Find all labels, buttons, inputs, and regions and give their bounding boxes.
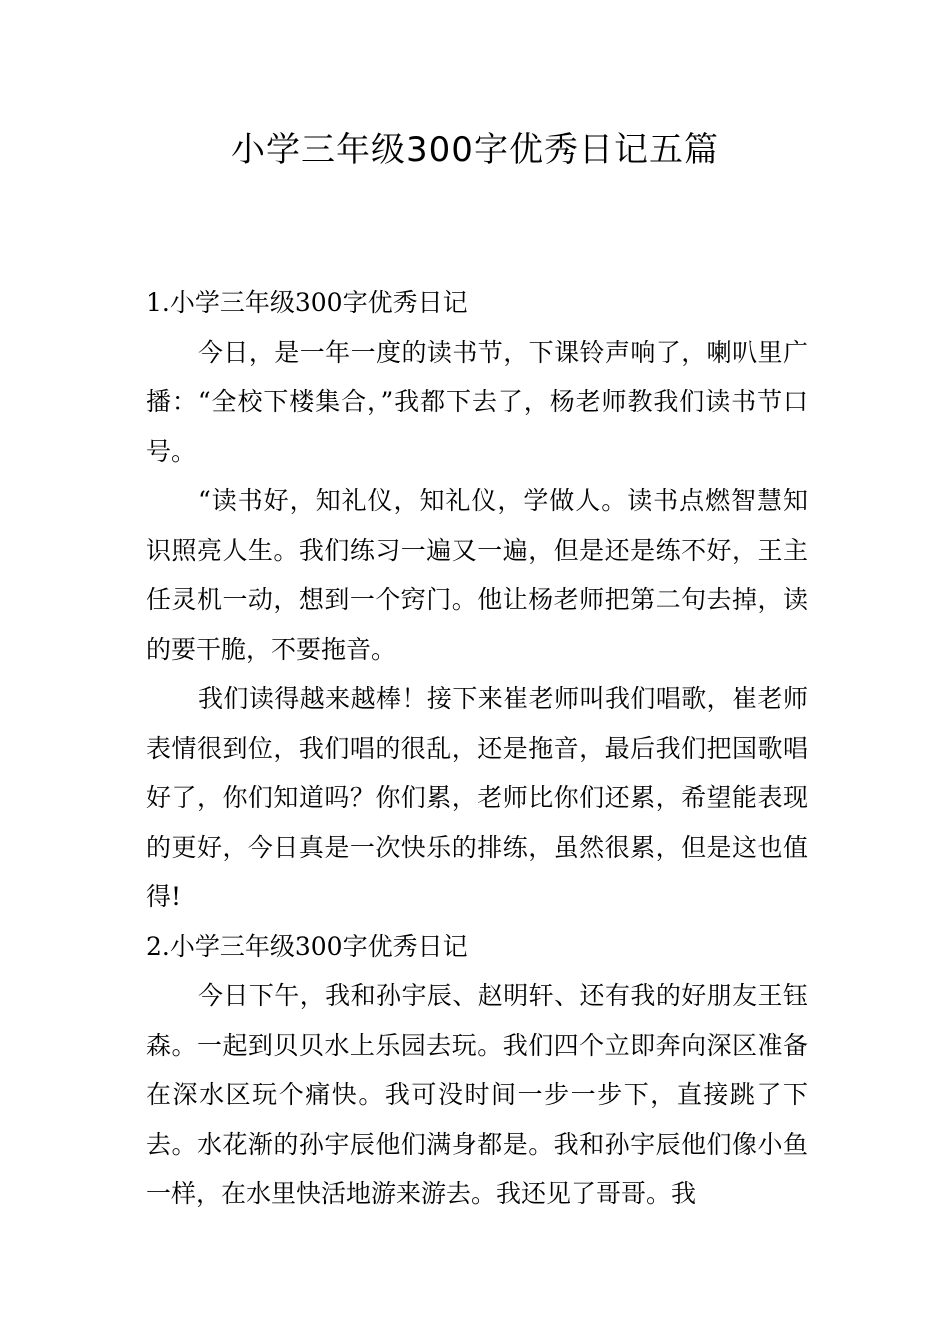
paragraph: 今日下午，我和孙宇辰、赵明轩、还有我的好朋友王钰森。一起到贝贝水上乐园去玩。我们四个立即奔向深区准备在深水区玩个痛快。我可没时间一步一步下，直接跳了下去。水花渐的孙宇辰他们满身都是。我和孙宇辰他们像小鱼一样，在水里快活地游来游去。我还见了哥哥。我 <box>146 981 808 1208</box>
paragraph: “读书好，知礼仪，知礼仪，学做人。读书点燃智慧知识照亮人生。我们练习一遍又一遍，但是还是练不好，王主任灵机一动，想到一个窍门。他让杨老师把第二句去掉，读的要干脆，不要拖音。 <box>146 486 808 664</box>
section-heading-2: 2.小学三年级300字优秀日记 <box>146 931 468 961</box>
paragraph: 今日，是一年一度的读书节，下课铃声响了，喇叭里广播：“全校下楼集合，”我都下去了，杨老师教我们读书节口号。 <box>146 337 808 466</box>
document-body <box>146 278 808 1219</box>
document-title: 小学三年级300字优秀日记五篇 <box>231 130 719 170</box>
section-heading-1: 1.小学三年级300字优秀日记 <box>146 288 468 317</box>
paragraph: 我们读得越来越棒！接下来崔老师叫我们唱歌，崔老师表情很到位，我们唱的很乱，还是拖音，最后我们把国歌唱好了，你们知道吗？你们累，老师比你们还累，希望能表现的更好，今日真是一次快乐的排练，虽然很累，但是这也值得! <box>146 684 808 911</box>
